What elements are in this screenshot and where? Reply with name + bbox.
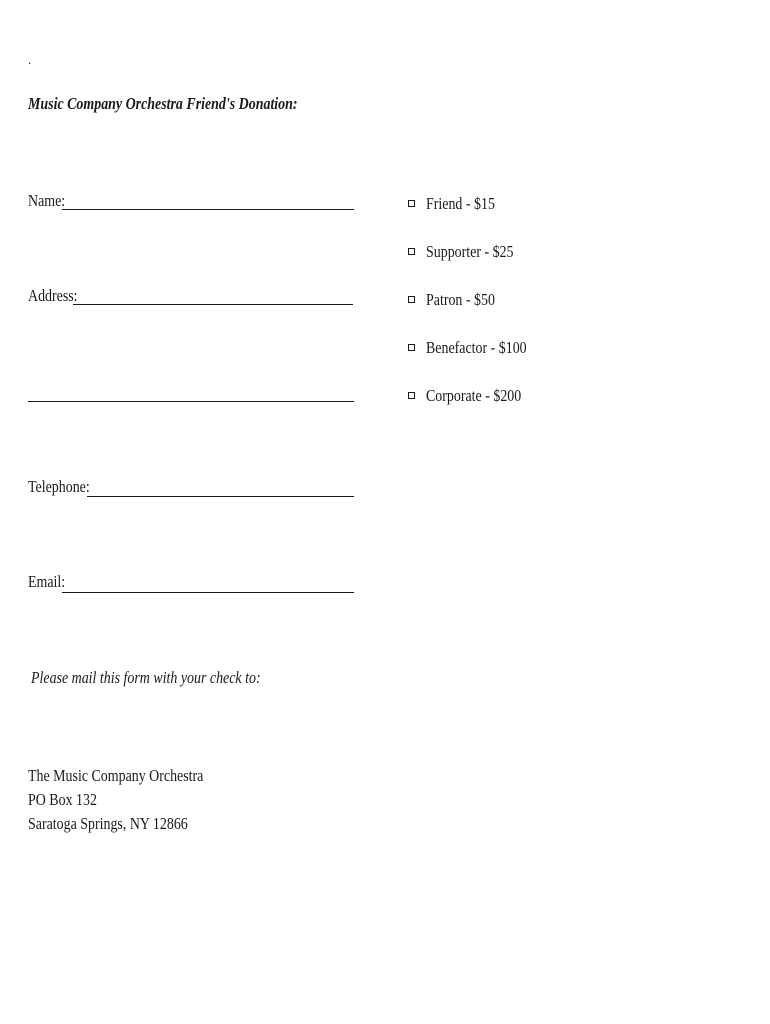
checkbox-icon[interactable] (408, 200, 415, 207)
telephone-label (28, 477, 103, 497)
checkbox-icon[interactable] (408, 344, 415, 351)
mailing-address-line (28, 788, 242, 812)
email-label-text: Email: (28, 572, 66, 591)
name-label (28, 191, 73, 211)
mailing-address-text: PO Box 132 (28, 790, 97, 809)
checkbox-icon[interactable] (408, 296, 415, 303)
address-label-text: Address: (28, 286, 78, 305)
option-label-text: Patron - $50 (426, 290, 495, 309)
option-label (426, 338, 549, 358)
option-label (426, 386, 542, 406)
option-label (426, 194, 510, 214)
mailing-address-text: The Music Company Orchestra (28, 766, 204, 785)
mailing-address-line (28, 812, 242, 836)
option-label (426, 290, 510, 310)
checkbox-icon[interactable] (408, 248, 415, 255)
telephone-label-text: Telephone: (28, 477, 90, 496)
option-label-text: Supporter - $25 (426, 242, 514, 261)
address-field[interactable] (73, 304, 353, 305)
checkbox-icon[interactable] (408, 392, 415, 399)
option-label-text: Corporate - $200 (426, 386, 522, 405)
page-mark (28, 52, 31, 68)
email-field[interactable] (62, 592, 354, 593)
form-title-text: Music Company Orchestra Friend's Donation: (28, 94, 298, 113)
option-label (426, 242, 533, 262)
mailing-address-line (28, 764, 242, 788)
email-label (28, 572, 73, 592)
address-field-second-line[interactable] (28, 401, 354, 402)
mail-instruction-text: Please mail this form with your check to: (31, 668, 261, 687)
mailing-address-text: Saratoga Springs, NY 12866 (28, 814, 188, 833)
name-field[interactable] (62, 209, 354, 210)
option-label-text: Friend - $15 (426, 194, 495, 213)
name-label-text: Name: (28, 191, 66, 210)
option-label-text: Benefactor - $100 (426, 338, 527, 357)
telephone-field[interactable] (87, 496, 354, 497)
mailing-address (28, 764, 242, 836)
form-title (28, 94, 357, 114)
address-label (28, 286, 88, 306)
mail-instruction (31, 668, 311, 688)
page-mark-text: . (28, 52, 32, 67)
